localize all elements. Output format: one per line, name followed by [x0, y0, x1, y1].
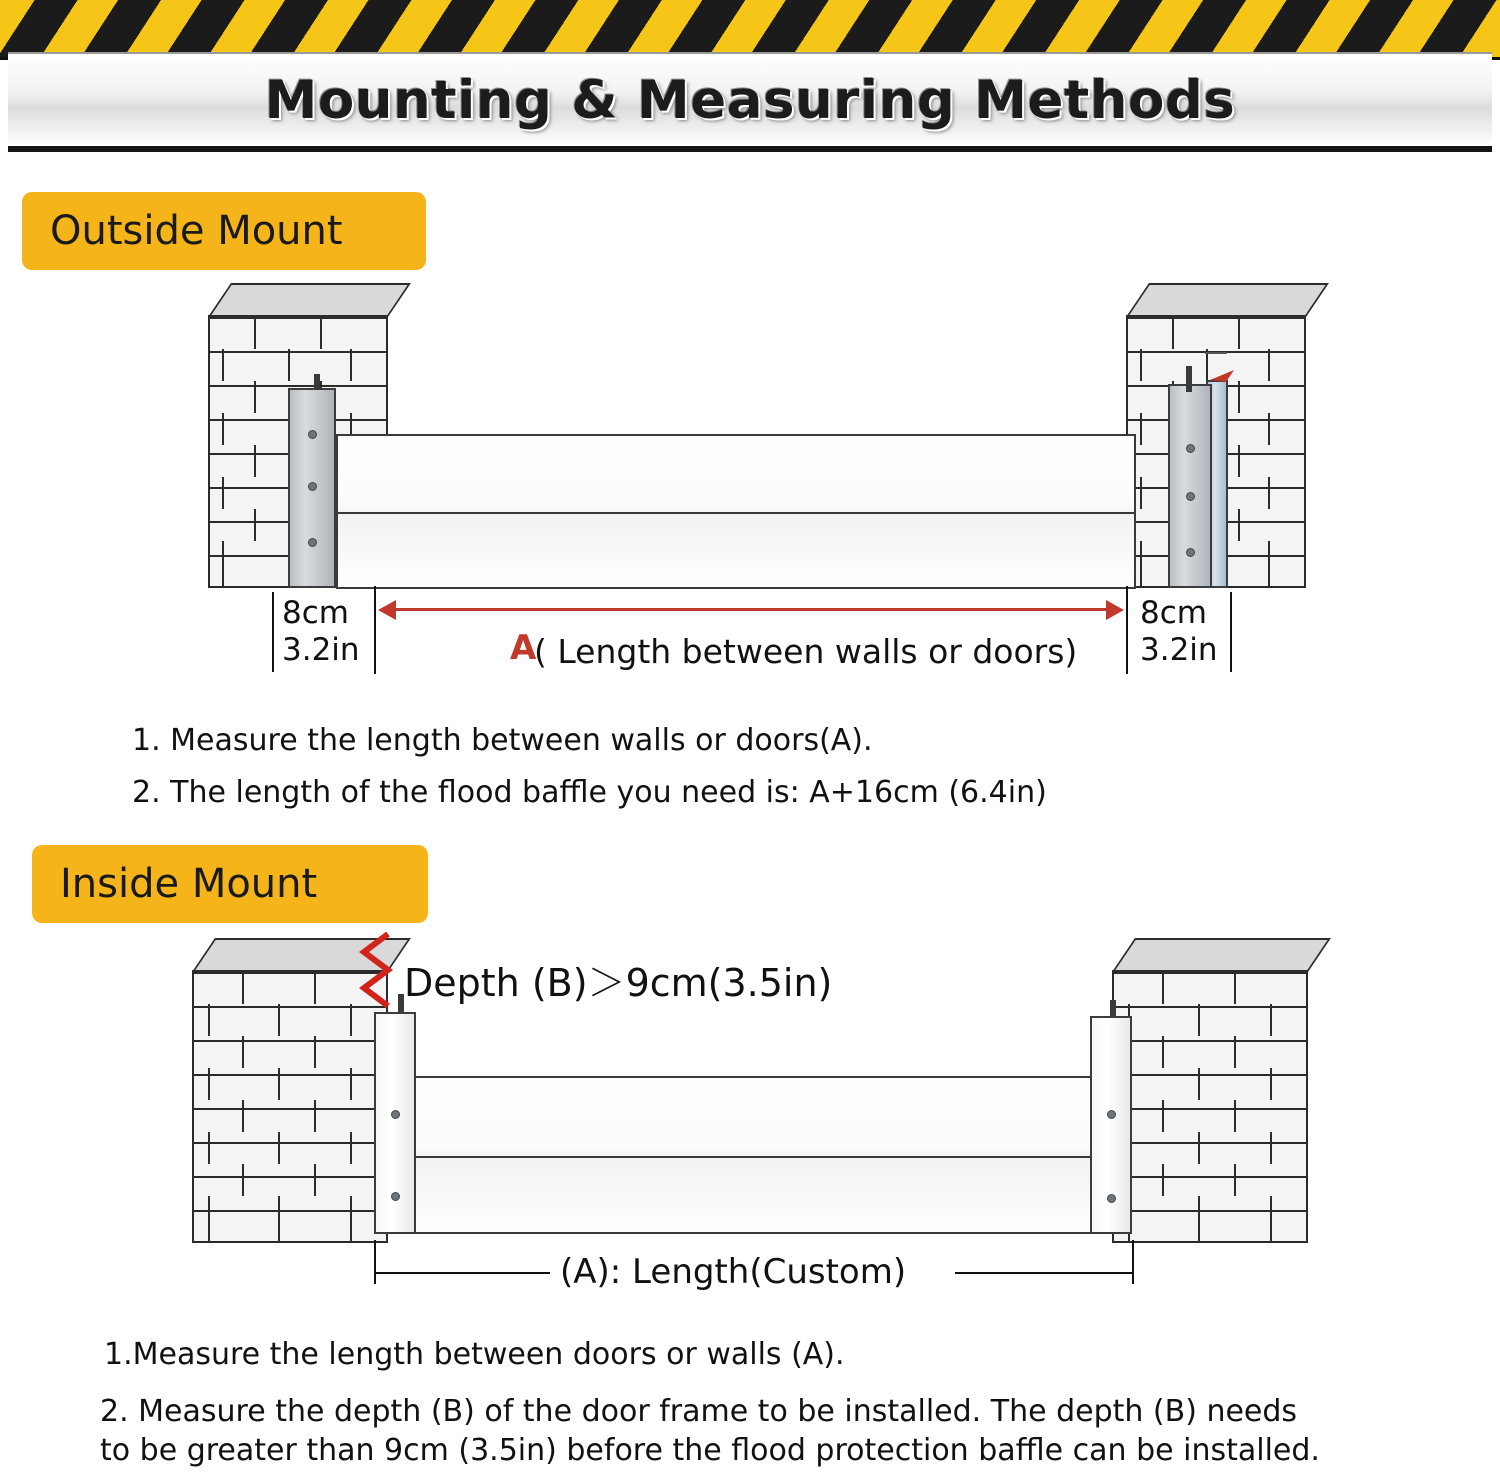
right-gap-in-label: 3.2in — [1140, 632, 1218, 668]
detail-tick — [1205, 352, 1227, 354]
right-gap-cm-label: 8cm — [1140, 595, 1207, 631]
dimension-arrow-right-icon — [1106, 600, 1124, 620]
depth-label-inside — [404, 952, 832, 1007]
section-label-inside-mount-text: Inside Mount — [60, 861, 318, 907]
hazard-stripe-band — [0, 0, 1500, 60]
detail-arrow-icon — [1200, 366, 1240, 396]
baffle-seam — [410, 1156, 1096, 1158]
inside-step-2-line2: to be greater than 9cm (3.5in) before the flood protection baffle can be installed. — [100, 1433, 1320, 1468]
depth-comparator: ＞ — [587, 961, 626, 1005]
dim-tick-left-outer-outside — [272, 592, 274, 672]
left-gap-in-label: 3.2in — [282, 632, 360, 668]
page-title-plate — [8, 52, 1492, 152]
dimension-letter-a: A — [510, 628, 537, 668]
depth-label-text: Depth (B) — [404, 961, 588, 1005]
outside-step-1: 1. Measure the length between walls or doors(A). — [132, 723, 873, 758]
baffle-seam — [338, 512, 1134, 514]
dimension-arrow-left-icon — [378, 600, 396, 620]
section-label-outside-mount-text: Outside Mount — [50, 208, 343, 254]
dim-tick-right-inside — [1132, 1240, 1134, 1284]
pillar-top-face — [1112, 938, 1331, 972]
section-label-inside-mount — [32, 845, 428, 923]
brick-pillar-right-inside — [1112, 938, 1308, 1243]
flood-baffle-panel-outside — [336, 434, 1136, 589]
dim-tick-left-outside — [374, 586, 376, 674]
pillar-front-face — [1112, 970, 1308, 1243]
outside-step-2: 2. The length of the flood baffle you need is: A+16cm (6.4in) — [132, 775, 1047, 810]
inside-step-2-line1: 2. Measure the depth (B) of the door frame to be installed. The depth (B) needs — [100, 1394, 1298, 1429]
pillar-top-face — [208, 283, 411, 317]
page-title: Mounting & Measuring Methods — [264, 69, 1236, 131]
mounting-bracket-right-inside — [1090, 1016, 1132, 1234]
bracket-rod-right-outside — [1186, 366, 1192, 392]
dim-tick-right-outside — [1126, 586, 1128, 674]
dimension-line-a — [388, 608, 1114, 611]
left-gap-cm-label: 8cm — [282, 595, 349, 631]
section-label-outside-mount — [22, 192, 426, 270]
mounting-bracket-left-inside — [374, 1012, 416, 1234]
depth-value: 9cm(3.5in) — [625, 961, 833, 1005]
dim-tick-left-inside — [374, 1240, 376, 1284]
length-caption-inside: (A): Length(Custom) — [560, 1252, 907, 1292]
dimension-caption-a: ( Length between walls or doors) — [534, 632, 1078, 671]
dim-line-left-inside — [374, 1272, 550, 1274]
dim-line-right-inside — [955, 1272, 1132, 1274]
mounting-bracket-right-outside — [1168, 384, 1212, 588]
dim-tick-right-outer-outside — [1230, 592, 1232, 672]
inside-step-1: 1.Measure the length between doors or walls (A). — [104, 1337, 845, 1372]
mounting-bracket-left-outside — [288, 388, 336, 588]
flood-baffle-panel-inside — [408, 1076, 1098, 1234]
pillar-top-face — [1126, 283, 1329, 317]
